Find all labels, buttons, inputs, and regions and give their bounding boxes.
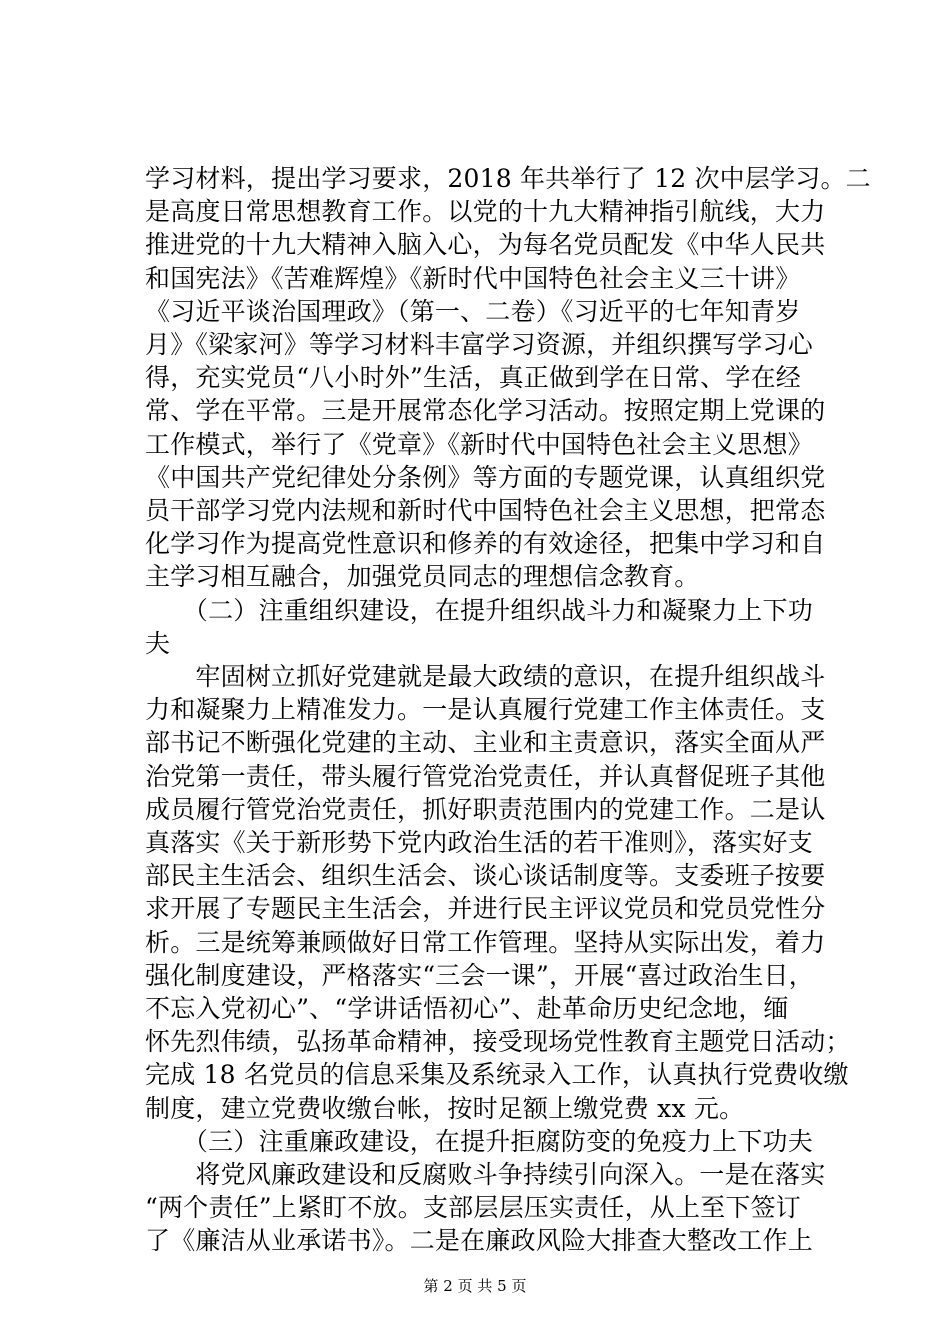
body-line: 主学习相互融合，加强党员同志的理想信念教育。: [145, 562, 700, 592]
body-line: 部书记不断强化党建的主动、主业和主责意识，落实全面从严: [145, 728, 826, 758]
body-line: 完成 18 名党员的信息采集及系统录入工作，认真执行党费收缴: [145, 1060, 849, 1090]
body-line: 力和凝聚力上精准发力。一是认真履行党建工作主体责任。支: [145, 695, 826, 725]
body-line: 得，充实党员“八小时外”生活，真正做到学在日常、学在经: [145, 363, 801, 393]
section-heading: 夫: [145, 628, 171, 658]
body-line: “两个责任”上紧盯不放。支部层层压实责任，从上至下签订: [145, 1193, 801, 1223]
body-line: 求开展了专题民主生活会，并进行民主评议党员和党员党性分: [145, 894, 826, 924]
body-line: 推进党的十九大精神入脑入心，为每名党员配发《中华人民共: [145, 230, 826, 260]
body-line: 析。三是统筹兼顾做好日常工作管理。坚持从实际出发，着力: [145, 927, 826, 957]
page-footer: 第 2 页 共 5 页: [423, 1277, 527, 1295]
body-line: 化学习作为提高党性意识和修养的有效途径，把集中学习和自: [145, 529, 826, 559]
section-heading: （三）注重廉政建设，在提升拒腐防变的免疫力上下功夫: [145, 1126, 813, 1156]
body-line: 学习材料，提出学习要求，2018 年共举行了 12 次中层学习。二: [145, 164, 871, 193]
body-line: 怀先烈伟绩，弘扬革命精神，接受现场党性教育主题党日活动；: [145, 1027, 851, 1057]
body-line: 和国宪法》《苦难辉煌》《新时代中国特色社会主义三十讲》: [145, 263, 801, 293]
body-line: 工作模式，举行了《党章》《新时代中国特色社会主义思想》: [145, 429, 813, 459]
body-line: 成员履行管党治党责任，抓好职责范围内的党建工作。二是认: [145, 794, 826, 824]
body-line: 强化制度建设，严格落实“三会一课”，开展“喜过政治生日，: [145, 960, 814, 990]
body-line: 真落实《关于新形势下党内政治生活的若干准则》，落实好支: [145, 828, 813, 857]
body-line: 治党第一责任，带头履行管党治党责任，并认真督促班子其他: [145, 761, 826, 791]
body-line: 制度，建立党费收缴台帐，按时足额上缴党费 xx 元。: [145, 1093, 745, 1123]
body-line: 月》《梁家河》等学习材料丰富学习资源，并组织撰写学习心: [145, 330, 813, 359]
section-heading: （二）注重组织建设，在提升组织战斗力和凝聚力上下功: [145, 595, 813, 625]
body-line: 了《廉洁从业承诺书》。二是在廉政风险大排查大整改工作上: [145, 1226, 813, 1256]
body-line: 将党风廉政建设和反腐败斗争持续引向深入。一是在落实: [145, 1160, 826, 1189]
body-line: 《中国共产党纪律处分条例》等方面的专题党课，认真组织党: [145, 462, 826, 492]
body-line: 员干部学习党内法规和新时代中国特色社会主义思想，把常态: [145, 496, 826, 525]
body-line: 常、学在平常。三是开展常态化学习活动。按照定期上党课的: [145, 396, 826, 426]
body-line: 牢固树立抓好党建就是最大政绩的意识，在提升组织战斗: [145, 662, 826, 691]
body-line: 不忘入党初心”、“学讲话悟初心”、赴革命历史纪念地，缅: [145, 994, 789, 1023]
body-line: 是高度日常思想教育工作。以党的十九大精神指引航线，大力: [145, 197, 826, 227]
body-line: 《习近平谈治国理政》（第一、二卷）《习近平的七年知青岁: [145, 296, 801, 326]
body-line: 部民主生活会、组织生活会、谈心谈话制度等。支委班子按要: [145, 861, 826, 891]
